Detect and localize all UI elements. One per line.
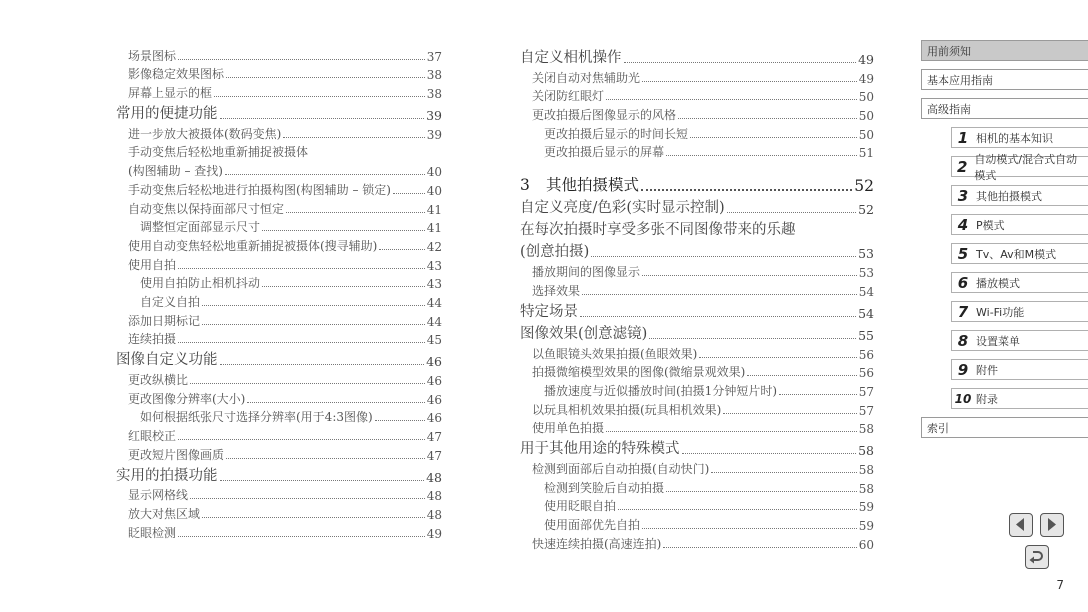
toc-entry[interactable] bbox=[116, 522, 442, 541]
dot-leader bbox=[711, 472, 856, 473]
dot-leader bbox=[178, 59, 425, 60]
toc-section-heading[interactable] bbox=[520, 239, 874, 261]
nav-chapter-list bbox=[921, 127, 1088, 409]
dot-leader bbox=[262, 230, 425, 231]
dot-leader bbox=[220, 364, 425, 365]
toc-page-number: 47 bbox=[426, 448, 442, 463]
dot-leader bbox=[178, 342, 425, 343]
toc-entry[interactable] bbox=[116, 217, 442, 236]
toc-entry[interactable] bbox=[116, 254, 442, 273]
toc-entry-title: 选择效果 bbox=[532, 283, 581, 298]
toc-entry-title: 添加日期标记 bbox=[128, 313, 201, 328]
nav-chapter-9[interactable] bbox=[951, 359, 1088, 380]
toc-entry-title: 影像稳定效果图标 bbox=[128, 67, 225, 82]
dot-leader bbox=[226, 77, 425, 78]
dot-leader bbox=[699, 357, 856, 358]
toc-entry-title: (构图辅助 – 查找) bbox=[128, 164, 223, 179]
dot-leader bbox=[202, 324, 425, 325]
toc-entry-title: 显示网格线 bbox=[128, 488, 189, 503]
arrow-left-icon bbox=[1010, 514, 1031, 535]
toc-page-number: 39 bbox=[426, 127, 442, 142]
dot-leader bbox=[666, 155, 857, 156]
toc-section-heading[interactable] bbox=[520, 45, 874, 67]
toc-page-number: 49 bbox=[426, 526, 442, 541]
dot-leader bbox=[723, 413, 856, 414]
toc-page-number: 50 bbox=[858, 127, 874, 142]
toc-entry-title: 更改图像分辨率(大小) bbox=[128, 391, 246, 406]
nav-label: 索引 bbox=[927, 421, 949, 435]
toc-entry-title: 检测到笑脸后自动拍摄 bbox=[544, 480, 665, 495]
toc-entry-title: 实用的拍摄功能 bbox=[116, 467, 218, 484]
dot-leader bbox=[606, 431, 857, 432]
toc-page-number: 52 bbox=[854, 177, 874, 196]
dot-leader bbox=[678, 118, 857, 119]
toc-entry-title: 连续拍摄 bbox=[128, 332, 177, 347]
toc-title-wrap bbox=[520, 173, 639, 195]
toc-entry-title: 手动变焦后轻松地重新捕捉被摄体 bbox=[128, 145, 309, 160]
return-button[interactable] bbox=[1025, 545, 1049, 569]
toc-page-number: 40 bbox=[426, 165, 442, 180]
toc-entry[interactable] bbox=[520, 217, 874, 239]
toc-entry[interactable] bbox=[520, 86, 874, 105]
toc-page-number: 58 bbox=[858, 443, 874, 459]
nav-label: 用前须知 bbox=[927, 44, 971, 58]
chapter-number-badge: 8 bbox=[957, 331, 969, 350]
nav-chapter-1[interactable] bbox=[951, 127, 1088, 148]
toc-entry[interactable] bbox=[520, 343, 874, 362]
nav-chapter-6[interactable] bbox=[951, 272, 1088, 293]
toc-entry-title: 如何根据纸张尺寸选择分辨率(用于4:3图像) bbox=[140, 410, 373, 425]
nav-label: 相机的基本知识 bbox=[976, 131, 1053, 145]
toc-entry[interactable] bbox=[520, 362, 874, 381]
return-icon bbox=[1026, 546, 1047, 567]
nav-chapter-4[interactable] bbox=[951, 214, 1088, 235]
toc-entry-title: 屏幕上显示的框 bbox=[128, 86, 213, 101]
toc-entry[interactable] bbox=[116, 369, 442, 388]
toc-entry[interactable] bbox=[116, 64, 442, 83]
chapter-number-badge: 5 bbox=[957, 244, 969, 263]
dot-leader bbox=[375, 420, 425, 421]
toc-chapter-heading[interactable] bbox=[520, 168, 874, 195]
toc-entry-title: 关闭自动对焦辅助光 bbox=[532, 70, 641, 85]
toc-entry[interactable] bbox=[520, 123, 874, 142]
dot-leader bbox=[727, 212, 856, 213]
toc-entry[interactable] bbox=[116, 198, 442, 217]
toc-entry-title: 手动变焦后轻松地进行拍摄构图(构图辅助 – 锁定) bbox=[128, 182, 391, 197]
nav-chapter-3[interactable] bbox=[951, 185, 1088, 206]
toc-page-number: 41 bbox=[426, 221, 442, 236]
toc-page-number: 41 bbox=[426, 202, 442, 217]
dot-leader bbox=[247, 402, 424, 403]
chapter-number-badge: 9 bbox=[957, 360, 969, 379]
toc-entry-title: 关闭防红眼灯 bbox=[532, 89, 605, 104]
dot-leader bbox=[663, 547, 856, 548]
toc-page-number: 57 bbox=[858, 403, 874, 418]
nav-label: 高级指南 bbox=[927, 102, 971, 116]
nav-chapter-10[interactable] bbox=[951, 388, 1088, 409]
toc-page-number: 45 bbox=[426, 333, 442, 348]
toc-left-column bbox=[116, 45, 442, 541]
toc-entry[interactable] bbox=[520, 458, 874, 477]
dot-leader bbox=[220, 118, 425, 119]
toc-page-number: 56 bbox=[858, 347, 874, 362]
nav-label: 设置菜单 bbox=[976, 334, 1020, 348]
toc-page-number: 46 bbox=[426, 374, 442, 388]
dot-leader bbox=[666, 491, 857, 492]
toc-entry[interactable] bbox=[116, 444, 442, 463]
arrow-right-icon bbox=[1041, 514, 1062, 535]
toc-entry[interactable] bbox=[116, 123, 442, 142]
nav-label: 自动模式/混合式自动模式 bbox=[974, 152, 1078, 182]
toc-entry-title: 更改纵横比 bbox=[128, 373, 189, 387]
toc-page-number: 42 bbox=[426, 239, 442, 254]
toc-entry-title: 调整恒定面部显示尺寸 bbox=[140, 220, 261, 235]
toc-section-heading[interactable] bbox=[520, 299, 874, 321]
toc-page-number: 54 bbox=[858, 284, 874, 299]
dot-leader bbox=[641, 189, 852, 191]
toc-section-heading[interactable] bbox=[520, 436, 874, 458]
nav-label: Tv、Av和M模式 bbox=[976, 247, 1057, 261]
toc-entry-title: 在每次拍摄时享受多张不同图像带来的乐趣 bbox=[520, 222, 796, 239]
dot-leader bbox=[393, 193, 425, 194]
toc-entry-title: 以玩具相机效果拍摄(玩具相机效果) bbox=[532, 402, 722, 417]
dot-leader bbox=[226, 458, 425, 459]
toc-entry[interactable] bbox=[520, 142, 874, 161]
dot-leader bbox=[202, 305, 425, 306]
toc-entry[interactable] bbox=[116, 160, 442, 179]
toc-entry[interactable] bbox=[520, 496, 874, 515]
toc-entry[interactable] bbox=[116, 485, 442, 504]
toc-entry[interactable] bbox=[520, 399, 874, 418]
toc-entry[interactable] bbox=[116, 142, 442, 161]
dot-leader bbox=[624, 62, 857, 63]
toc-page-number: 59 bbox=[858, 519, 874, 533]
dot-leader bbox=[283, 137, 424, 138]
chapter-number-badge: 3 bbox=[957, 186, 969, 205]
dot-leader bbox=[591, 256, 856, 257]
toc-entry[interactable] bbox=[116, 503, 442, 522]
toc-entry[interactable] bbox=[116, 407, 442, 426]
dot-leader bbox=[178, 439, 425, 440]
toc-page-number: 50 bbox=[858, 109, 874, 124]
chapter-number: 3 bbox=[520, 176, 530, 195]
dot-leader bbox=[580, 316, 856, 317]
toc-entry-title: 红眼校正 bbox=[128, 429, 177, 444]
nav-chapter-5[interactable] bbox=[951, 243, 1088, 264]
nav-item-basic-guide[interactable] bbox=[921, 69, 1088, 90]
chapter-number-badge: 10 bbox=[954, 391, 972, 406]
dot-leader bbox=[190, 383, 425, 384]
toc-entry-title: 播放期间的图像显示 bbox=[532, 265, 641, 280]
toc-page-number: 48 bbox=[426, 508, 442, 523]
dot-leader bbox=[178, 536, 425, 537]
toc-entry[interactable] bbox=[520, 380, 874, 399]
toc-page-number: 48 bbox=[426, 489, 442, 504]
toc-entry[interactable] bbox=[116, 425, 442, 444]
toc-entry-title: 更改拍摄后显示的时间长短 bbox=[544, 126, 689, 141]
toc-entry-title: 快速连续拍摄(高速连拍) bbox=[532, 536, 662, 551]
toc-entry-title: 更改拍摄后图像显示的风格 bbox=[532, 108, 677, 123]
toc-entry-title: 进一步放大被摄体(数码变焦) bbox=[128, 126, 282, 141]
nav-item-advanced-guide[interactable] bbox=[921, 98, 1088, 119]
dot-leader bbox=[642, 275, 857, 276]
dot-leader bbox=[262, 286, 425, 287]
nav-label: Wi-Fi功能 bbox=[976, 305, 1025, 319]
dot-leader bbox=[682, 453, 857, 454]
toc-entry-title: 自定义相机操作 bbox=[520, 50, 622, 66]
dot-leader bbox=[190, 498, 425, 499]
toc-entry[interactable] bbox=[116, 235, 442, 254]
dot-leader bbox=[214, 96, 425, 97]
toc-page-number: 52 bbox=[858, 202, 874, 218]
nav-label: 基本应用指南 bbox=[927, 73, 993, 87]
toc-section-heading[interactable] bbox=[116, 347, 442, 369]
dot-leader bbox=[286, 212, 425, 213]
toc-page-number: 43 bbox=[426, 258, 442, 273]
nav-label: 其他拍摄模式 bbox=[976, 189, 1042, 203]
toc-page-number: 58 bbox=[858, 462, 874, 477]
toc-spacer bbox=[520, 160, 874, 168]
toc-entry-title: 场景图标 bbox=[128, 48, 177, 63]
toc-page-number: 46 bbox=[426, 354, 442, 370]
toc-entry-title: 使用眨眼自拍 bbox=[544, 499, 617, 514]
chapter-number-badge: 1 bbox=[957, 128, 969, 147]
dot-leader bbox=[642, 81, 857, 82]
toc-entry[interactable] bbox=[520, 280, 874, 299]
toc-page-number: 50 bbox=[858, 90, 874, 105]
toc-entry-title: 拍摄微缩模型效果的图像(微缩景观效果) bbox=[532, 365, 746, 380]
toc-page-number: 40 bbox=[426, 183, 442, 198]
toc-page-number: 49 bbox=[858, 71, 874, 86]
toc-page-number: 53 bbox=[858, 266, 874, 281]
toc-entry[interactable] bbox=[116, 310, 442, 329]
toc-entry[interactable] bbox=[520, 514, 874, 533]
toc-page-number: 37 bbox=[426, 49, 442, 64]
toc-page-number: 38 bbox=[426, 87, 442, 102]
toc-page-number: 58 bbox=[858, 481, 874, 496]
next-page-button[interactable] bbox=[1040, 513, 1064, 537]
toc-entry-title: 特定场景 bbox=[520, 303, 578, 320]
side-navigation bbox=[921, 40, 1088, 446]
chapter-number-badge: 6 bbox=[957, 273, 969, 292]
toc-entry-title: 放大对焦区域 bbox=[128, 507, 201, 522]
toc-page-number: 57 bbox=[858, 384, 874, 399]
toc-entry[interactable] bbox=[116, 82, 442, 101]
toc-entry-title: 其他拍摄模式 bbox=[546, 176, 640, 195]
toc-page-number: 59 bbox=[858, 500, 874, 515]
dot-leader bbox=[582, 294, 857, 295]
dot-leader bbox=[618, 509, 857, 510]
nav-chapter-7[interactable] bbox=[951, 301, 1088, 322]
toc-section-heading[interactable] bbox=[520, 321, 874, 343]
toc-entry-title: 播放速度与近似播放时间(拍摄1分钟短片时) bbox=[544, 383, 777, 398]
toc-entry-title: 眨眼检测 bbox=[128, 525, 177, 540]
toc-entry[interactable] bbox=[116, 388, 442, 407]
toc-entry[interactable] bbox=[116, 45, 442, 64]
toc-entry[interactable] bbox=[116, 273, 442, 292]
toc-page-number: 46 bbox=[426, 392, 442, 407]
nav-label: 附件 bbox=[976, 363, 998, 377]
chapter-number-badge: 4 bbox=[957, 215, 969, 234]
toc-entry[interactable] bbox=[116, 329, 442, 348]
toc-middle-column bbox=[520, 45, 874, 552]
toc-section-heading[interactable] bbox=[520, 195, 874, 217]
toc-entry[interactable] bbox=[116, 179, 442, 198]
toc-entry-title: 常用的便捷功能 bbox=[116, 106, 218, 123]
nav-label: 播放模式 bbox=[976, 276, 1020, 290]
nav-label: P模式 bbox=[976, 218, 1005, 232]
toc-section-heading[interactable] bbox=[116, 101, 442, 123]
toc-entry[interactable] bbox=[520, 104, 874, 123]
toc-page-number: 55 bbox=[858, 327, 874, 343]
toc-entry-title: 用于其他用途的特殊模式 bbox=[520, 441, 680, 458]
nav-item-index[interactable] bbox=[921, 417, 1088, 438]
toc-entry-title: 使用自拍 bbox=[128, 257, 177, 272]
dot-leader bbox=[202, 517, 425, 518]
prev-page-button[interactable] bbox=[1009, 513, 1033, 537]
toc-page-number: 51 bbox=[858, 146, 874, 161]
page-number: 7 bbox=[1056, 578, 1064, 592]
dot-leader bbox=[220, 480, 425, 481]
toc-entry-title: 使用单色拍摄 bbox=[532, 421, 605, 436]
toc-entry-title: 更改拍摄后显示的屏幕 bbox=[544, 145, 665, 160]
toc-entry-title: 自定义亮度/色彩(实时显示控制) bbox=[520, 200, 725, 217]
nav-chapter-8[interactable] bbox=[951, 330, 1088, 351]
toc-entry[interactable] bbox=[520, 418, 874, 437]
toc-page-number: 58 bbox=[858, 422, 874, 437]
toc-page-number: 56 bbox=[858, 366, 874, 381]
toc-page-number: 43 bbox=[426, 277, 442, 292]
toc-entry-title: 图像效果(创意滤镜) bbox=[520, 325, 648, 342]
toc-entry-title: 使用自拍防止相机抖动 bbox=[140, 276, 261, 291]
toc-page-number: 53 bbox=[858, 246, 874, 262]
toc-page-number: 44 bbox=[426, 295, 442, 310]
dot-leader bbox=[225, 174, 425, 175]
toc-page-number: 48 bbox=[426, 469, 442, 485]
dot-leader bbox=[779, 394, 857, 395]
toc-entry-title: 检测到面部后自动拍摄(自动快门) bbox=[532, 461, 710, 476]
dot-leader bbox=[690, 137, 857, 138]
toc-entry[interactable] bbox=[520, 67, 874, 86]
chapter-number-badge: 2 bbox=[956, 157, 968, 176]
toc-entry-title: 以鱼眼镜头效果拍摄(鱼眼效果) bbox=[532, 346, 698, 361]
toc-page-number: 49 bbox=[858, 52, 874, 67]
dot-leader bbox=[649, 338, 856, 339]
toc-entry[interactable] bbox=[116, 291, 442, 310]
toc-page-number: 39 bbox=[426, 108, 442, 124]
toc-section-heading[interactable] bbox=[116, 463, 442, 485]
toc-entry-title: 自动变焦以保持面部尺寸恒定 bbox=[128, 201, 285, 216]
toc-entry[interactable] bbox=[520, 477, 874, 496]
toc-entry-title: 图像自定义功能 bbox=[116, 352, 218, 369]
dot-leader bbox=[642, 528, 857, 529]
toc-page-number: 38 bbox=[426, 68, 442, 83]
toc-entry-title: 使用面部优先自拍 bbox=[544, 518, 641, 532]
toc-page-number: 54 bbox=[858, 305, 874, 321]
dot-leader bbox=[178, 268, 425, 269]
toc-entry[interactable] bbox=[520, 261, 874, 280]
toc-page-number: 46 bbox=[426, 411, 442, 426]
toc-entry-title: 使用自动变焦轻松地重新捕捉被摄体(搜寻辅助) bbox=[128, 238, 378, 253]
toc-entry-title: 自定义自拍 bbox=[140, 294, 201, 309]
dot-leader bbox=[606, 99, 857, 100]
toc-entry-title: (创意拍摄) bbox=[520, 244, 590, 261]
chapter-number-badge: 7 bbox=[957, 302, 969, 321]
toc-page-number: 47 bbox=[426, 430, 442, 445]
toc-page-number: 60 bbox=[858, 537, 874, 552]
nav-chapter-2[interactable] bbox=[951, 152, 1088, 182]
toc-page-number: 44 bbox=[426, 314, 442, 329]
toc-entry-title: 更改短片图像画质 bbox=[128, 447, 225, 462]
nav-item-before-use[interactable] bbox=[921, 40, 1088, 61]
dot-leader bbox=[379, 249, 424, 250]
nav-label: 附录 bbox=[976, 392, 998, 406]
dot-leader bbox=[747, 375, 856, 376]
toc-entry[interactable] bbox=[520, 533, 874, 552]
